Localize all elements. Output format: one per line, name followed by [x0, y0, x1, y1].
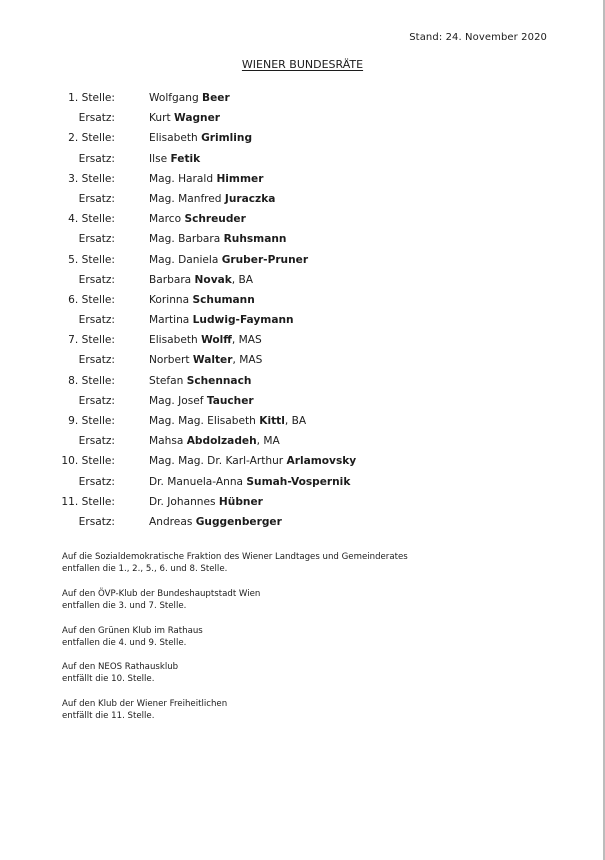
position-label: Ersatz: [78, 515, 115, 528]
name-prefix: Elisabeth [149, 132, 202, 145]
name-surname: Ludwig-Faymann [192, 314, 294, 327]
member-name [149, 492, 263, 512]
name-prefix: Mag. Josef [149, 394, 207, 407]
member-name [149, 310, 294, 330]
roster-row-6 [0, 189, 605, 209]
member-name [149, 189, 275, 209]
name-surname: Ruhsmann [223, 233, 287, 246]
name-suffix: , MAS [231, 334, 262, 347]
name-prefix: Ilse [149, 152, 171, 165]
name-prefix: Mag. Barbara [149, 233, 224, 246]
position-label: 11. Stelle: [61, 495, 115, 508]
position-label: Ersatz: [78, 112, 115, 125]
name-prefix: Elisabeth [149, 334, 202, 347]
name-surname: Fetik [170, 152, 201, 165]
name-surname: Schreuder [184, 213, 246, 226]
name-surname: Juraczka [224, 192, 276, 205]
name-surname: Taucher [206, 394, 254, 407]
name-surname: Schennach [186, 374, 252, 387]
name-surname: Kittl [259, 415, 285, 427]
roster-row-15 [0, 371, 605, 391]
name-surname: Himmer [216, 172, 264, 185]
roster-row-12 [0, 310, 605, 330]
name-prefix: Mahsa [149, 435, 187, 448]
roster-row-3 [0, 128, 605, 148]
member-name [149, 270, 253, 290]
position-label: Ersatz: [78, 354, 115, 367]
roster-row-9 [0, 250, 605, 270]
member-name [149, 88, 230, 108]
name-surname: Guggenberger [195, 515, 282, 528]
member-name [149, 391, 254, 411]
name-prefix: Barbara [149, 273, 195, 286]
name-surname: Beer [202, 92, 230, 104]
name-prefix: Norbert [149, 354, 193, 367]
roster-row-22 [0, 512, 605, 532]
roster-row-14 [0, 350, 605, 370]
note-spoe [62, 552, 408, 575]
position-label: Ersatz: [78, 475, 115, 488]
page-title [0, 58, 605, 71]
note-fpoe [62, 699, 227, 722]
position-label: 1. Stelle: [68, 92, 115, 104]
member-name [149, 472, 350, 492]
member-name [149, 229, 286, 249]
member-name [149, 512, 282, 532]
roster-row-5 [0, 169, 605, 189]
status-date: Stand: 24. November 2020 [409, 32, 547, 43]
note-line: Auf den Grünen Klub im Rathaus [62, 626, 203, 636]
roster-row-20 [0, 472, 605, 492]
name-suffix: , BA [231, 273, 254, 286]
name-surname: Novak [194, 273, 232, 286]
note-neos [62, 662, 178, 685]
name-prefix: Stefan [149, 374, 187, 387]
member-name [149, 451, 356, 471]
name-prefix: Andreas [149, 515, 196, 528]
position-label: 4. Stelle: [68, 213, 115, 226]
position-label: Ersatz: [78, 152, 115, 165]
name-surname: Gruber-Pruner [221, 253, 309, 266]
note-gruene [62, 626, 203, 649]
name-surname: Wagner [174, 112, 221, 125]
position-label: 10. Stelle: [61, 455, 115, 468]
note-line: Auf die Sozialdemokratische Fraktion des Wiener Landtages und Gemeinderates [62, 552, 408, 562]
name-prefix: Mag. Daniela [149, 253, 222, 266]
position-label: Ersatz: [78, 394, 115, 407]
name-surname: Grimling [201, 132, 253, 145]
roster-list [0, 88, 605, 532]
note-oevp [62, 589, 260, 612]
name-prefix: Marco [149, 213, 185, 226]
position-label: 6. Stelle: [68, 293, 115, 306]
member-name [149, 250, 308, 270]
name-prefix: Mag. Manfred [149, 192, 225, 205]
position-label: Ersatz: [78, 192, 115, 205]
member-name [149, 290, 255, 310]
roster-row-19 [0, 451, 605, 471]
roster-row-17 [0, 411, 605, 431]
name-suffix: , MA [256, 435, 280, 448]
name-prefix: Dr. Manuela-Anna [149, 475, 247, 488]
roster-row-21 [0, 492, 605, 512]
note-line: Auf den NEOS Rathausklub [62, 662, 179, 672]
position-label: 5. Stelle: [68, 253, 115, 266]
name-suffix: , BA [284, 415, 307, 427]
member-name [149, 411, 306, 431]
name-surname: Wolff [201, 334, 232, 347]
name-prefix: Kurt [149, 112, 175, 125]
roster-row-18 [0, 431, 605, 451]
member-name [149, 330, 262, 350]
name-surname: Arlamovsky [286, 455, 357, 468]
name-suffix: , MAS [232, 354, 263, 367]
name-prefix: Martina [149, 314, 193, 327]
roster-row-1 [0, 88, 605, 108]
member-name [149, 128, 252, 148]
position-label: 7. Stelle: [68, 334, 115, 347]
member-name [149, 209, 246, 229]
position-label: Ersatz: [78, 314, 115, 327]
roster-row-4 [0, 149, 605, 169]
roster-row-8 [0, 229, 605, 249]
name-prefix: Dr. Johannes [149, 495, 219, 508]
name-surname: Abdolzadeh [186, 435, 257, 448]
member-name [149, 371, 251, 391]
member-name [149, 169, 263, 189]
position-label: 8. Stelle: [68, 374, 115, 387]
roster-row-13 [0, 330, 605, 350]
name-surname: Sumah-Vospernik [246, 475, 351, 488]
note-line: entfallen die 3. und 7. Stelle. [62, 600, 187, 611]
member-name [149, 149, 200, 169]
roster-row-11 [0, 290, 605, 310]
member-name [149, 350, 262, 370]
note-line: Auf den Klub der Wiener Freiheitlichen [62, 699, 228, 709]
position-label: Ersatz: [78, 233, 115, 246]
name-surname: Walter [192, 354, 233, 367]
page-title-text: WIENER BUNDESRÄTE [241, 58, 364, 71]
name-prefix: Wolfgang [149, 92, 203, 104]
name-prefix: Mag. Mag. Dr. Karl-Arthur [149, 455, 287, 468]
name-surname: Hübner [218, 495, 263, 508]
member-name [149, 431, 280, 451]
position-label: 2. Stelle: [68, 132, 115, 145]
name-prefix: Mag. Mag. Elisabeth [149, 415, 260, 427]
note-line: entfallen die 4. und 9. Stelle. [62, 637, 187, 648]
note-line: entfällt die 10. Stelle. [62, 673, 155, 684]
roster-row-10 [0, 270, 605, 290]
position-label: 9. Stelle: [68, 415, 115, 427]
note-line: entfallen die 1., 2., 5., 6. und 8. Stelle. [62, 563, 228, 574]
position-label: Ersatz: [78, 273, 115, 286]
member-name [149, 108, 220, 128]
name-surname: Schumann [192, 293, 255, 306]
position-label: Ersatz: [78, 435, 115, 448]
roster-row-2 [0, 108, 605, 128]
position-label: 3. Stelle: [68, 172, 115, 185]
roster-row-7 [0, 209, 605, 229]
note-line: Auf den ÖVP-Klub der Bundeshauptstadt Wien [62, 589, 261, 599]
name-prefix: Mag. Harald [149, 172, 217, 185]
note-line: entfällt die 11. Stelle. [62, 710, 155, 721]
roster-row-16 [0, 391, 605, 411]
name-prefix: Korinna [149, 293, 193, 306]
